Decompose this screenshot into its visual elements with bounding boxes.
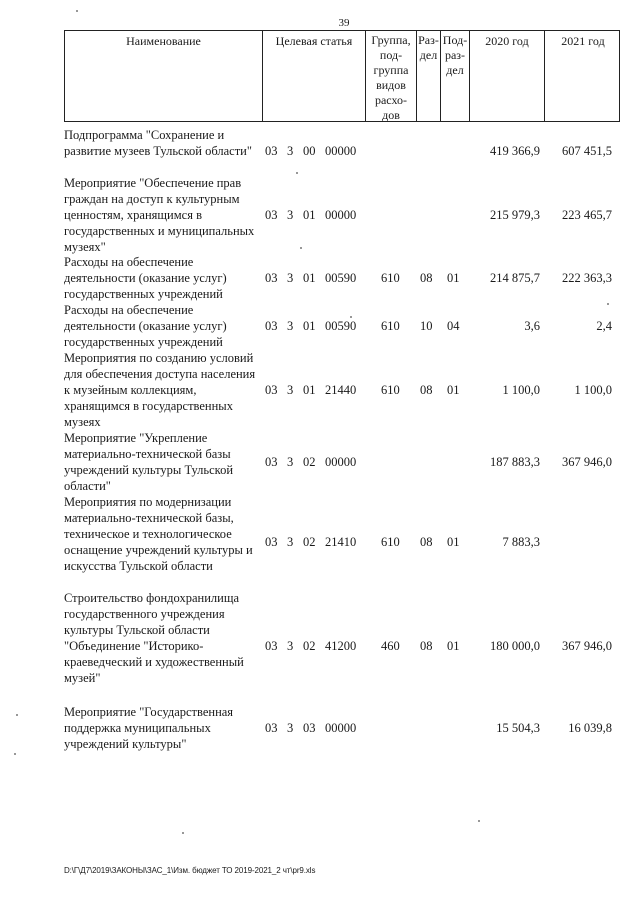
code-program: 03 [265, 455, 278, 469]
table-row-name: Подпрограмма "Сохранение и развитие музеев Тульской области" [64, 128, 252, 158]
group-code: 460 [381, 639, 400, 653]
table-row-name: Мероприятия по модернизации материально-технической базы, техническое и технологическое оснащение учреждений культуры и искусства Тульской области [64, 495, 253, 573]
table-row-name: Расходы на обеспечение деятельности (оказание услуг) государственных учреждений [64, 255, 227, 301]
value-2021: 223 465,7 [562, 208, 612, 222]
value-2020: 1 100,0 [502, 383, 540, 397]
code-program: 03 [265, 535, 278, 549]
subsection-code: 01 [447, 639, 460, 653]
value-2020: 214 875,7 [490, 271, 540, 285]
code-main-event: 01 [303, 271, 316, 285]
page-number: 39 [338, 17, 350, 29]
table-row-name: Мероприятие "Государственная поддержка муниципальных учреждений культуры" [64, 705, 234, 751]
scan-speck [300, 247, 302, 249]
code-subprogram: 3 [287, 639, 294, 653]
table-row-name: Мероприятие "Обеспечение прав граждан на доступ к культурным ценностям, хранящимся в государственных и муниципальных музеях" [64, 176, 255, 254]
scan-speck [607, 303, 609, 305]
group-code: 610 [381, 319, 400, 333]
code-subprogram: 3 [287, 144, 294, 158]
value-2020: 419 366,9 [490, 144, 540, 158]
subsection-code: 01 [447, 271, 460, 285]
group-code: 610 [381, 383, 400, 397]
value-2020: 187 883,3 [490, 455, 540, 469]
group-code: 610 [381, 271, 400, 285]
section-code: 08 [420, 535, 433, 549]
table-row-name: Расходы на обеспечение деятельности (оказание услуг) государственных учреждений [64, 303, 227, 349]
code-direction: 00000 [325, 721, 357, 735]
code-direction: 00000 [325, 208, 357, 222]
code-subprogram: 3 [287, 721, 294, 735]
header-name-label: Наименование [126, 34, 201, 48]
table-row-name: Строительство фондохранилища государственного учреждения культуры Тульской области "Объединение "Историко-краеведческий и художественный музей" [64, 591, 244, 685]
code-subprogram: 3 [287, 535, 294, 549]
file-path-footer: D:\Г\Д7\2019\ЗАКОНЫ\ЗАС_1\Изм. бюджет ТО 2019-2021_2 чт\pr9.xls [64, 866, 316, 875]
scan-speck [16, 714, 18, 716]
table-row-name: Мероприятия по созданию условий для обеспечения доступа населения к музейным коллекциям, хранящимся в государственных музеях [64, 351, 256, 429]
header-subsection-label: Под- раз- дел [442, 33, 468, 77]
code-direction: 00590 [325, 271, 357, 285]
code-main-event: 02 [303, 639, 316, 653]
scan-speck [14, 753, 16, 755]
group-code: 610 [381, 535, 400, 549]
section-code: 08 [420, 271, 433, 285]
header-year-2021-label: 2021 год [561, 34, 605, 48]
value-2020: 15 504,3 [496, 721, 540, 735]
value-2020: 215 979,3 [490, 208, 540, 222]
value-2021: 1 100,0 [574, 383, 612, 397]
code-direction: 00000 [325, 455, 357, 469]
code-main-event: 02 [303, 455, 316, 469]
code-main-event: 03 [303, 721, 316, 735]
code-program: 03 [265, 383, 278, 397]
code-main-event: 01 [303, 319, 316, 333]
code-main-event: 01 [303, 208, 316, 222]
code-main-event: 01 [303, 383, 316, 397]
subsection-code: 04 [447, 319, 460, 333]
value-2020: 3,6 [524, 319, 540, 333]
header-section-label: Раз- дел [418, 33, 439, 62]
value-2021: 2,4 [596, 319, 612, 333]
code-subprogram: 3 [287, 208, 294, 222]
code-subprogram: 3 [287, 455, 294, 469]
code-program: 03 [265, 208, 278, 222]
value-2021: 367 946,0 [562, 455, 612, 469]
code-program: 03 [265, 721, 278, 735]
code-program: 03 [265, 144, 278, 158]
value-2021: 222 363,3 [562, 271, 612, 285]
code-direction: 21410 [325, 535, 357, 549]
header-target-article-label: Целевая статья [275, 34, 353, 48]
value-2021: 16 039,8 [568, 721, 612, 735]
header-group-label: Группа, под- группа видов расхо- дов [371, 33, 411, 122]
value-2020: 7 883,3 [502, 535, 540, 549]
header-year-2020-label: 2020 год [485, 34, 529, 48]
scan-speck [350, 316, 352, 318]
scan-speck [296, 172, 298, 174]
table-row-name: Мероприятие "Укрепление материально-технической базы учреждений культуры Тульской области" [64, 431, 234, 493]
value-2020: 180 000,0 [490, 639, 540, 653]
scan-speck [182, 832, 184, 834]
scan-speck [478, 820, 480, 822]
code-direction: 41200 [325, 639, 357, 653]
section-code: 10 [420, 319, 433, 333]
value-2021: 367 946,0 [562, 639, 612, 653]
code-main-event: 02 [303, 535, 316, 549]
section-code: 08 [420, 639, 433, 653]
code-subprogram: 3 [287, 383, 294, 397]
code-program: 03 [265, 271, 278, 285]
value-2021: 607 451,5 [562, 144, 612, 158]
code-main-event: 00 [303, 144, 316, 158]
code-program: 03 [265, 319, 278, 333]
subsection-code: 01 [447, 535, 460, 549]
code-direction: 21440 [325, 383, 357, 397]
scan-speck [76, 10, 78, 12]
code-direction: 00590 [325, 319, 357, 333]
code-subprogram: 3 [287, 271, 294, 285]
code-program: 03 [265, 639, 278, 653]
code-subprogram: 3 [287, 319, 294, 333]
section-code: 08 [420, 383, 433, 397]
code-direction: 00000 [325, 144, 357, 158]
subsection-code: 01 [447, 383, 460, 397]
